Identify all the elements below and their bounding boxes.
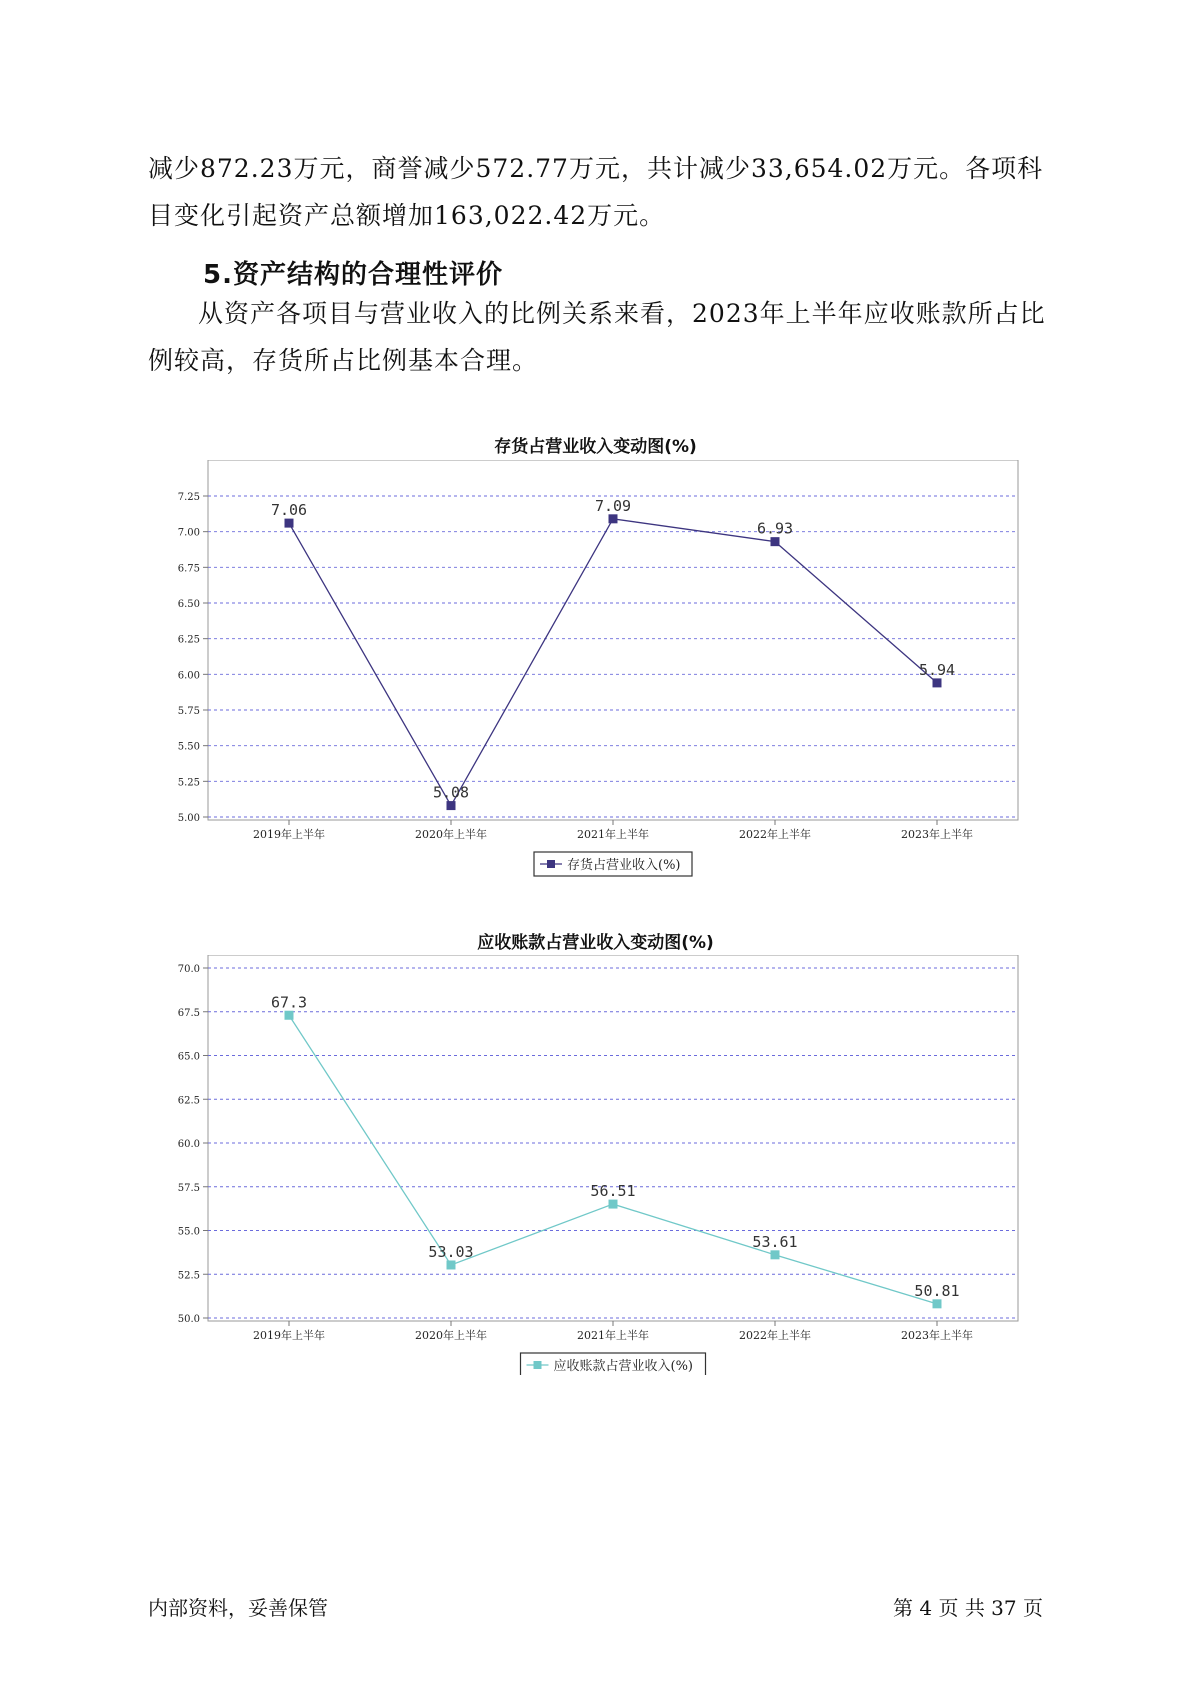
y-tick-label: 6.75: [177, 563, 200, 575]
y-tick-label: 5.25: [177, 777, 200, 789]
data-label: 5.94: [918, 660, 956, 679]
chart-title-inventory: 存货占营业收入变动图(%): [494, 437, 697, 457]
data-label: 5.08: [432, 783, 470, 802]
x-tick-label: 2019年上半年: [253, 1329, 325, 1342]
legend-label: 应收账款占营业收入(%): [553, 1359, 693, 1374]
y-tick-label: 60.0: [177, 1139, 200, 1150]
y-tick-label: 67.5: [177, 1007, 200, 1019]
legend-marker: [534, 1361, 542, 1369]
receivables-ratio-chart: [0, 955, 1191, 1375]
chart-title-receivables: 应收账款占营业收入变动图(%): [477, 933, 714, 953]
x-tick-label: 2019年上半年: [253, 828, 325, 841]
data-point: [609, 1200, 618, 1209]
y-tick-label: 62.5: [177, 1095, 200, 1107]
section-heading: 5.资产结构的合理性评价: [203, 260, 503, 290]
plot-area: [208, 955, 1018, 1321]
x-tick-label: 2021年上半年: [577, 828, 649, 841]
footer-page-number: 第 4 页 共 37 页: [893, 1596, 1043, 1620]
y-tick-label: 6.50: [177, 599, 200, 610]
data-label: 53.03: [428, 1242, 474, 1261]
legend-marker: [547, 860, 555, 868]
x-tick-label: 2020年上半年: [415, 1329, 487, 1342]
x-tick-label: 2023年上半年: [901, 1329, 973, 1342]
data-point: [771, 537, 780, 546]
y-tick-label: 65.0: [177, 1051, 200, 1063]
y-tick-label: 57.5: [177, 1182, 200, 1194]
y-tick-label: 5.50: [177, 741, 200, 753]
y-tick-label: 52.5: [177, 1270, 200, 1282]
data-point: [285, 519, 294, 528]
y-tick-label: 55.0: [177, 1226, 200, 1238]
data-point: [771, 1250, 780, 1259]
y-tick-label: 50.0: [177, 1314, 200, 1325]
inventory-ratio-chart: [0, 460, 1191, 880]
data-label: 67.3: [270, 993, 308, 1012]
y-tick-label: 5.75: [177, 706, 200, 717]
data-point: [447, 1260, 456, 1269]
legend-label: 存货占营业收入(%): [567, 858, 681, 873]
data-point: [285, 1011, 294, 1020]
data-label: 7.09: [594, 496, 632, 515]
data-label: 53.61: [752, 1232, 798, 1251]
data-point: [609, 514, 618, 523]
body-paragraph-evaluation: [148, 290, 1048, 384]
y-tick-label: 7.00: [177, 527, 200, 539]
data-label: 7.06: [270, 501, 308, 520]
x-tick-label: 2021年上半年: [577, 1329, 649, 1342]
footer-confidential-note: 内部资料，妥善保管: [148, 1596, 328, 1620]
y-tick-label: 5.00: [177, 813, 200, 824]
y-tick-label: 6.00: [177, 670, 200, 682]
y-tick-label: 7.25: [177, 492, 200, 503]
data-label: 6.93: [756, 519, 794, 538]
data-label: 50.81: [914, 1281, 960, 1300]
data-point: [933, 678, 942, 687]
x-tick-label: 2022年上半年: [739, 828, 811, 841]
data-label: 56.51: [590, 1182, 636, 1201]
x-tick-label: 2023年上半年: [901, 828, 973, 841]
data-point: [447, 801, 456, 810]
data-point: [933, 1299, 942, 1308]
x-tick-label: 2020年上半年: [415, 828, 487, 841]
body-paragraph-continuation: 减少872.23万元，商誉减少572.77万元，共计减少33,654.02万元。各项科目变化引起资产总额增加163,022.42万元。: [148, 154, 1044, 230]
x-tick-label: 2022年上半年: [739, 1329, 811, 1342]
y-tick-label: 70.0: [177, 964, 200, 975]
evaluation-text: 从资产各项目与营业收入的比例关系来看，2023年上半年应收账款所占比例较高，存货所占比例基本合理。: [148, 299, 1046, 375]
y-tick-label: 6.25: [177, 634, 200, 646]
